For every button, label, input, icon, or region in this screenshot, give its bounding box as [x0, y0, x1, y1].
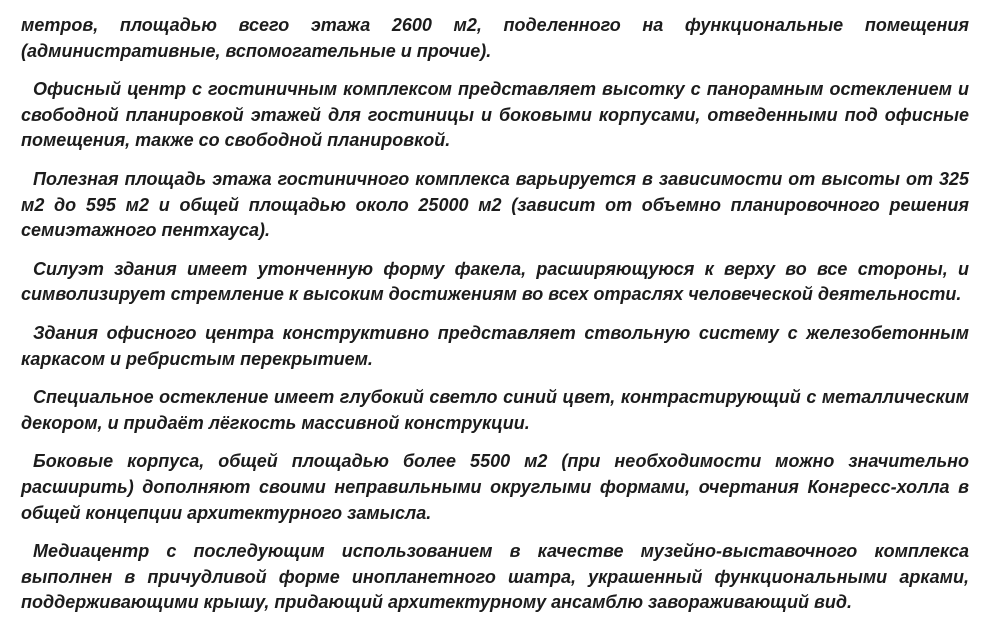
paragraph-office-center: Офисный центр с гостиничным комплексом представляет высотку с панорамным остеклением и свободной планировкой этажей для гостиницы и боковыми корпусами, отведенными под офисные помещения, также со свободной планировкой.	[21, 79, 969, 151]
paragraph-usable-area: Полезная площадь этажа гостиничного комплекса варьируется в зависимости от высоты от 325 м2 до 595 м2 и общей площадью около 25000 м2 (зависит от объемно планировочного решения семиэтажного пентхауса).	[21, 168, 969, 241]
paragraph-media-center: Медиацентр с последующим использованием в качестве музейно-выставочного комплекса выполнен в причудливой форме инопланетного шатра, украшенный функциональными арками, поддерживающими крышу, придающий архитектурному ансамблю завораживающий вид.	[21, 541, 969, 613]
paragraph-silhouette: Силуэт здания имеет утонченную форму факела, расширяющуюся к верху во все стороны, и символизирует стремление к высоким достижениям во всех отраслях человеческой деятельности.	[21, 258, 969, 305]
paragraph-structure: Здания офисного центра конструктивно представляет ствольную систему с железобетонным каркасом и ребристым перекрытием.	[21, 322, 969, 369]
paragraph-glazing: Специальное остекление имеет глубокий светло синий цвет, контрастирующий с металлическим декором, и придаёт лёгкость массивной конструкции.	[21, 387, 969, 433]
paragraph-floor-area: метров, площадью всего этажа 2600 м2, поделенного на функциональные помещения (административные, вспомогательные и прочие).	[21, 15, 969, 61]
paragraph-side-buildings: Боковые корпуса, общей площадью более 5500 м2 (при необходимости можно значительно расширить) дополняют своими неправильными округлыми формами, очертания Конгресс-холла в общей концепции архитектурного замысла.	[21, 451, 969, 523]
